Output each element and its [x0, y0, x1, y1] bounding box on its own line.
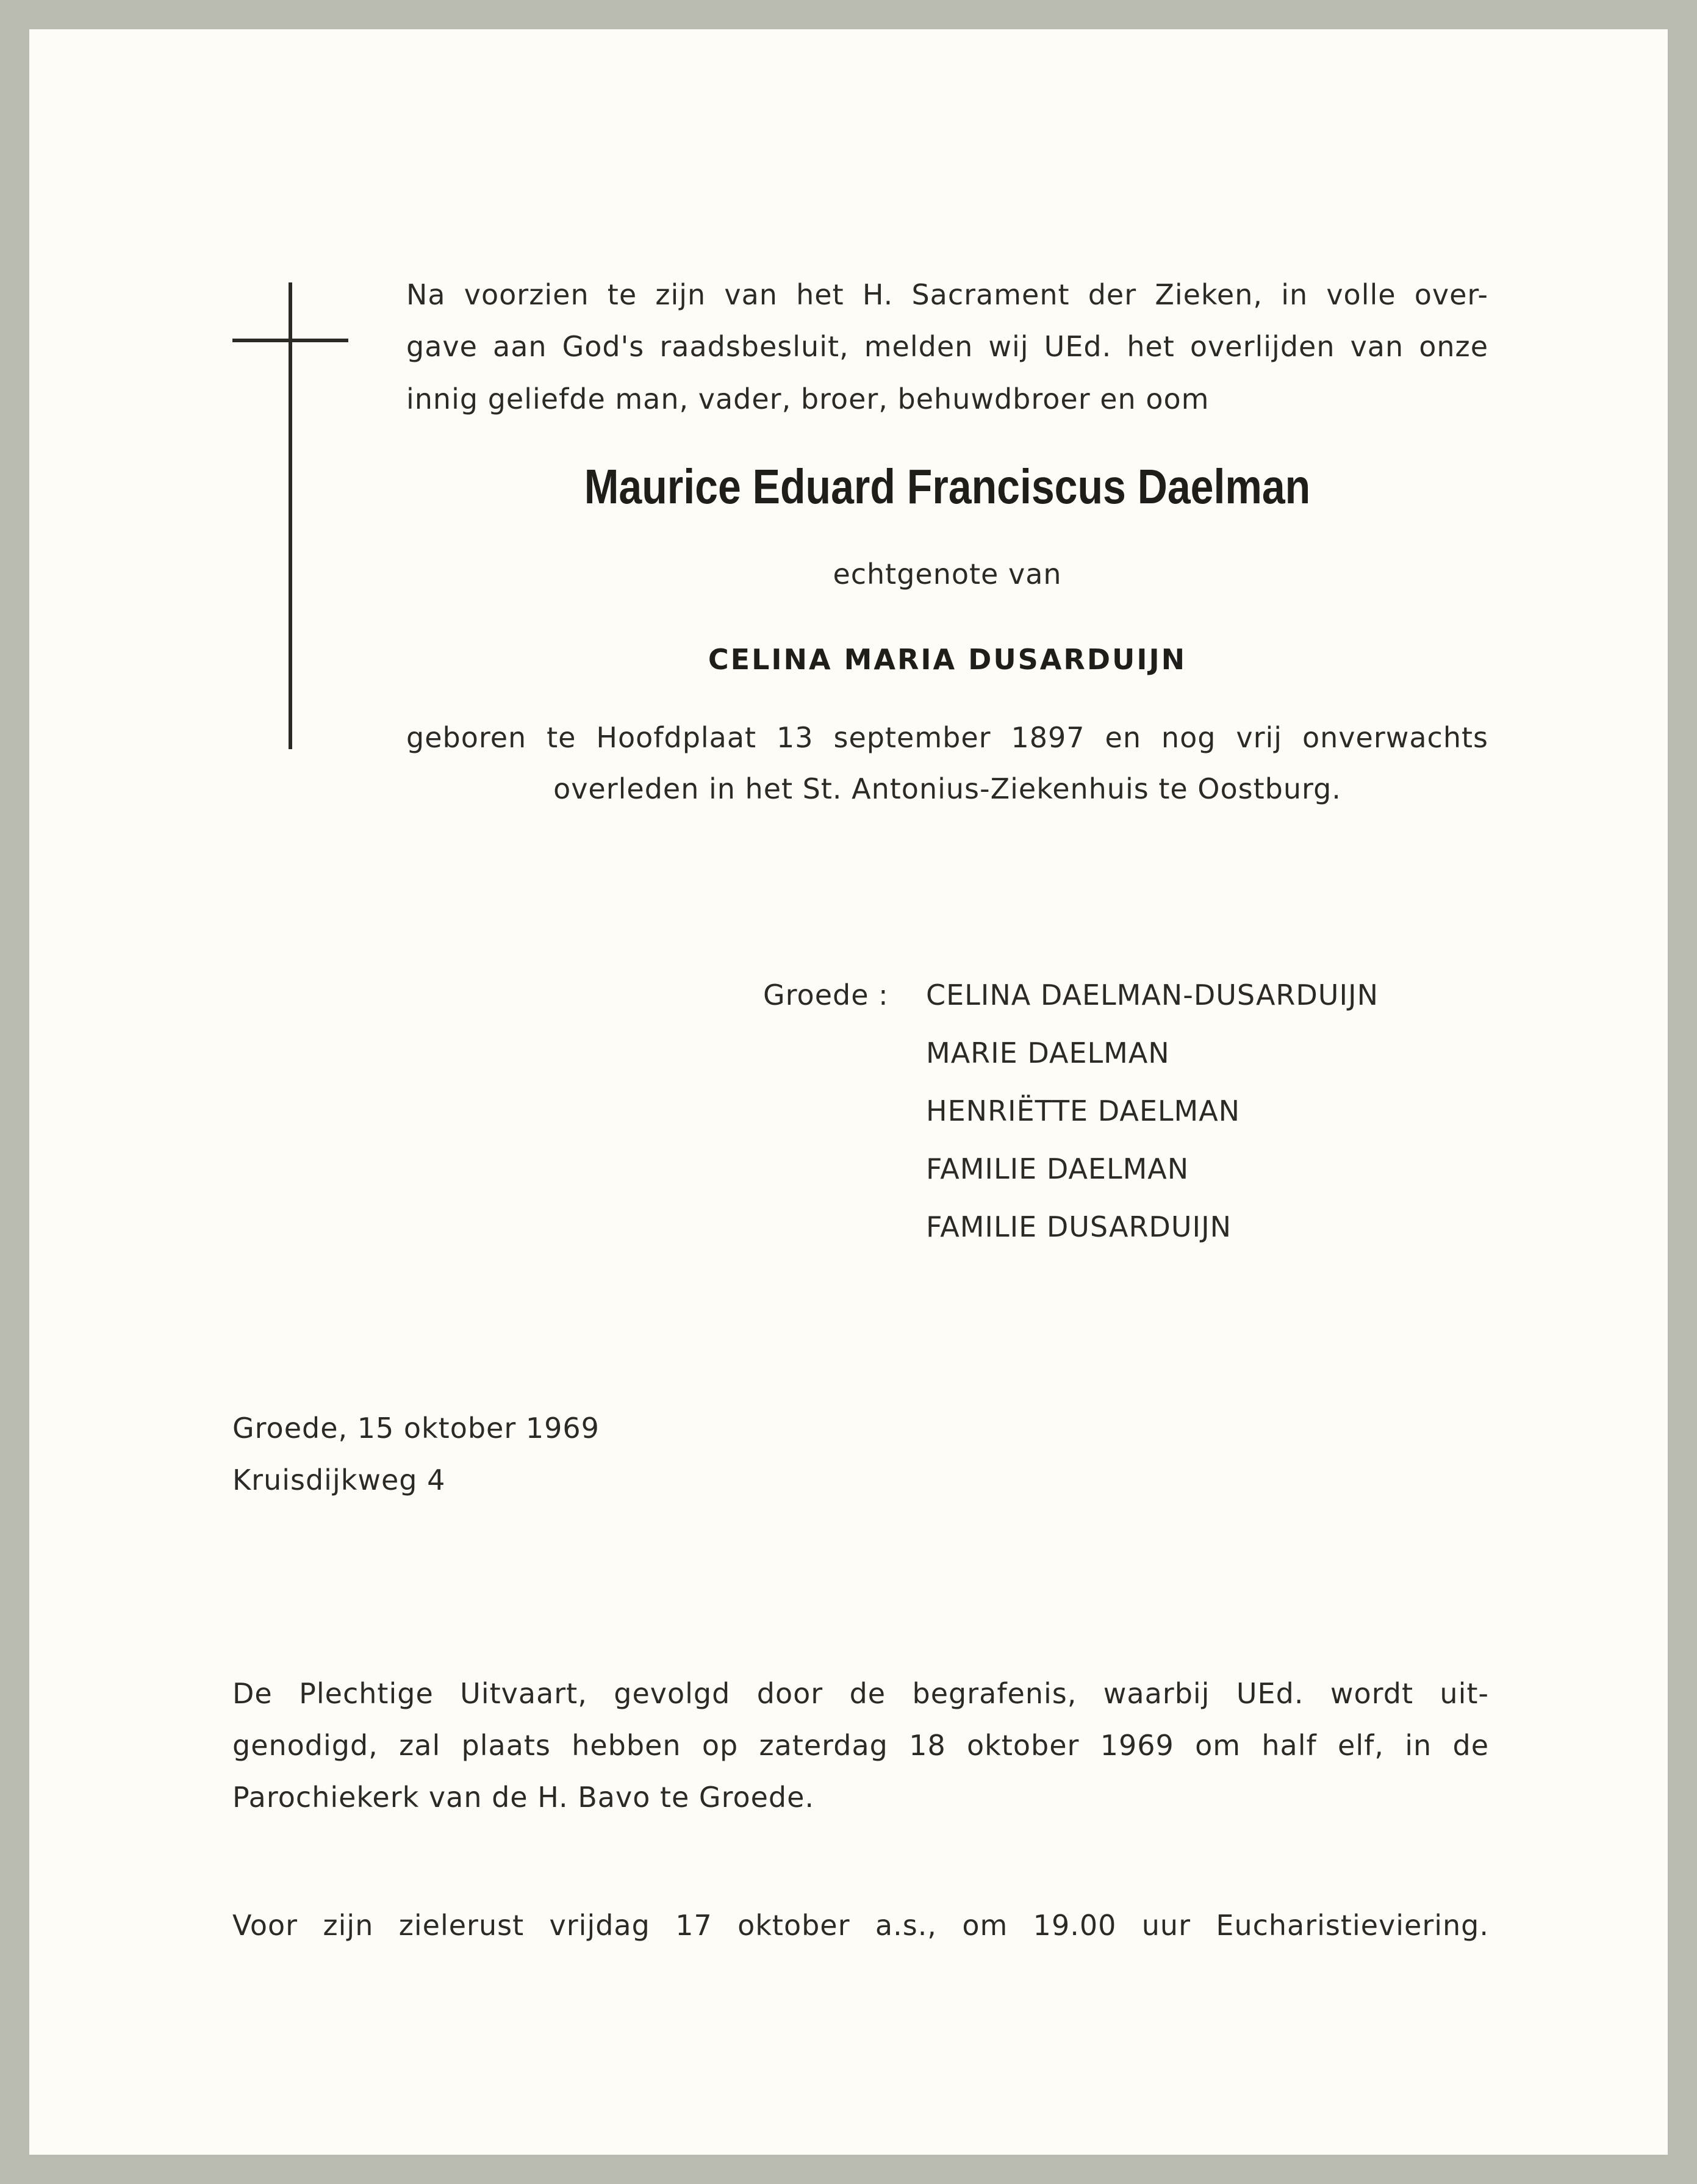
intro-line-2: gave aan God's raadsbesluit, melden wij UEd. het overlijden van onze	[406, 330, 1488, 363]
funeral-line-1: De Plechtige Uitvaart, gevolgd door de begrafenis, waarbij UEd. wordt uit-	[232, 1677, 1489, 1710]
intro-line-1: Na voorzien te zijn van het H. Sacrament der Zieken, in volle over-	[406, 278, 1488, 311]
birth-line: geboren te Hoofdplaat 13 september 1897 en nog vrij onverwachts	[406, 721, 1488, 754]
vigil-line: Voor zijn zielerust vrijdag 17 oktober a.s., om 19.00 uur Eucharistieviering.	[232, 1909, 1489, 1942]
deceased-name: Maurice Eduard Franciscus Daelman	[584, 459, 1311, 514]
cross-icon	[289, 282, 292, 749]
funeral-line-3: Parochiekerk van de H. Bavo te Groede.	[232, 1781, 815, 1814]
mourner-name-4: FAMILIE DAELMAN	[926, 1152, 1189, 1185]
spouse-name: CELINA MARIA DUSARDUIJN	[708, 643, 1187, 676]
cross-icon-bar	[232, 339, 348, 342]
mourner-name-3: HENRIËTTE DAELMAN	[926, 1094, 1241, 1127]
mourner-name-2: MARIE DAELMAN	[926, 1036, 1170, 1069]
death-line: overleden in het St. Antonius-Ziekenhuis te Oostburg.	[553, 772, 1341, 805]
mourner-name-1: CELINA DAELMAN-DUSARDUIJN	[926, 979, 1379, 1011]
street-address: Kruisdijkweg 4	[232, 1464, 446, 1496]
death-notice-card	[29, 29, 1668, 2155]
funeral-line-2: genodigd, zal plaats hebben op zaterdag 18 oktober 1969 om half elf, in de	[232, 1729, 1489, 1762]
relation-text: echtgenote van	[833, 558, 1062, 591]
place-date: Groede, 15 oktober 1969	[232, 1412, 600, 1445]
mourner-name-5: FAMILIE DUSARDUIJN	[926, 1210, 1232, 1243]
mourners-place: Groede :	[763, 979, 889, 1011]
intro-line-3: innig geliefde man, vader, broer, behuwdbroer en oom	[406, 383, 1210, 415]
